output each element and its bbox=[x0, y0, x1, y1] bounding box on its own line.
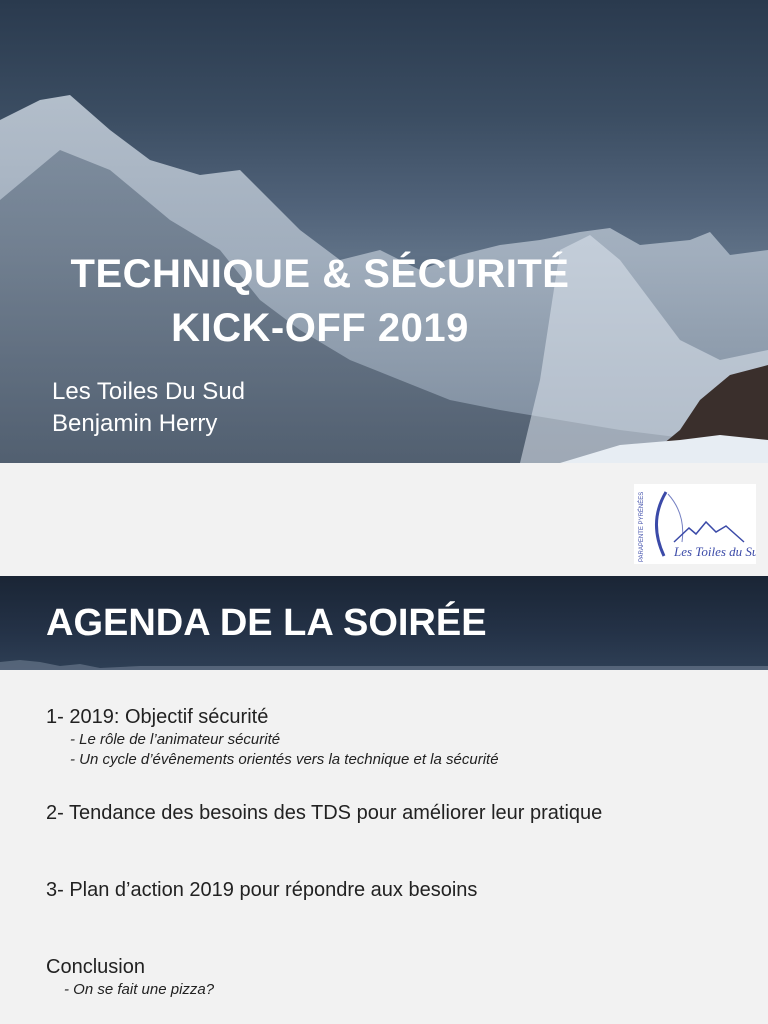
cover-subtitle-club: Les Toiles Du Sud bbox=[52, 378, 246, 405]
agenda-slide bbox=[0, 576, 768, 1024]
agenda-subitem: - Un cycle d’évênements orientés vers la technique et la sécurité bbox=[70, 751, 499, 768]
logo-side-text: PARAPENTE PYRÉNÉES bbox=[639, 491, 645, 562]
club-logo bbox=[634, 484, 756, 564]
agenda-item-1: 1- 2019: Objectif sécurité bbox=[46, 706, 269, 728]
agenda-header-banner bbox=[0, 576, 768, 670]
agenda-subitem: - Le rôle de l’animateur sécurité bbox=[70, 731, 281, 748]
agenda-subitem: - On se fait une pizza? bbox=[64, 981, 215, 998]
logo-name: Les Toiles du Sud bbox=[674, 544, 756, 559]
cover-title-line1: TECHNIQUE & SÉCURITÉ bbox=[70, 252, 570, 296]
cover-subtitle-author: Benjamin Herry bbox=[52, 410, 218, 437]
agenda-title: AGENDA DE LA SOIRÉE bbox=[46, 602, 487, 644]
agenda-item-2: 2- Tendance des besoins des TDS pour améliorer leur pratique bbox=[46, 802, 603, 824]
agenda-item-3: 3- Plan d’action 2019 pour répondre aux besoins bbox=[46, 879, 478, 901]
cover-title-line2: KICK-OFF 2019 bbox=[171, 306, 469, 350]
agenda-item-conclusion: Conclusion bbox=[46, 956, 145, 978]
